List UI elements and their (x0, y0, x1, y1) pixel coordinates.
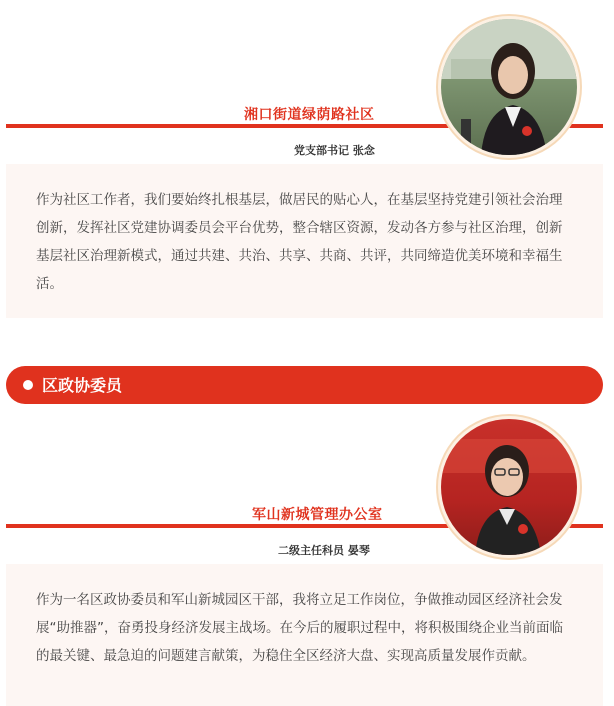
org-name: 军山新城管理办公室 (252, 507, 383, 523)
section-title: 区政协委员 (42, 376, 123, 395)
quote-box (6, 564, 603, 706)
bullet-dot-icon (23, 380, 33, 390)
quote-text: 作为一名区政协委员和军山新城园区干部，我将立足工作岗位，争做推动园区经济社会发展“助推器”，奋勇投身经济发展主战场。在今后的履职过程中，将积极围绕企业当前面临的最关键、最急迫的问题建言献策，为稳住全区经济大盘、实现高质量发展作贡献。 (36, 592, 563, 664)
person-illustration (441, 19, 577, 155)
quote-box (6, 164, 603, 318)
portrait-photo (436, 14, 582, 160)
person-illustration (441, 419, 577, 555)
portrait-photo (436, 414, 582, 560)
section-header (6, 366, 603, 404)
role-and-name: 二级主任科员 晏琴 (278, 544, 370, 557)
role-and-name: 党支部书记 张念 (294, 144, 375, 157)
org-name: 湘口街道绿荫路社区 (244, 107, 375, 123)
quote-text: 作为社区工作者，我们要始终扎根基层，做居民的贴心人，在基层坚持党建引领社会治理创新，发挥社区党建协调委员会平台优势，整合辖区资源，发动各方参与社区治理，创新基层社区治理新模式，通过共建、共治、共享、共商、共评，共同缔造优美环境和幸福生活。 (36, 192, 563, 292)
